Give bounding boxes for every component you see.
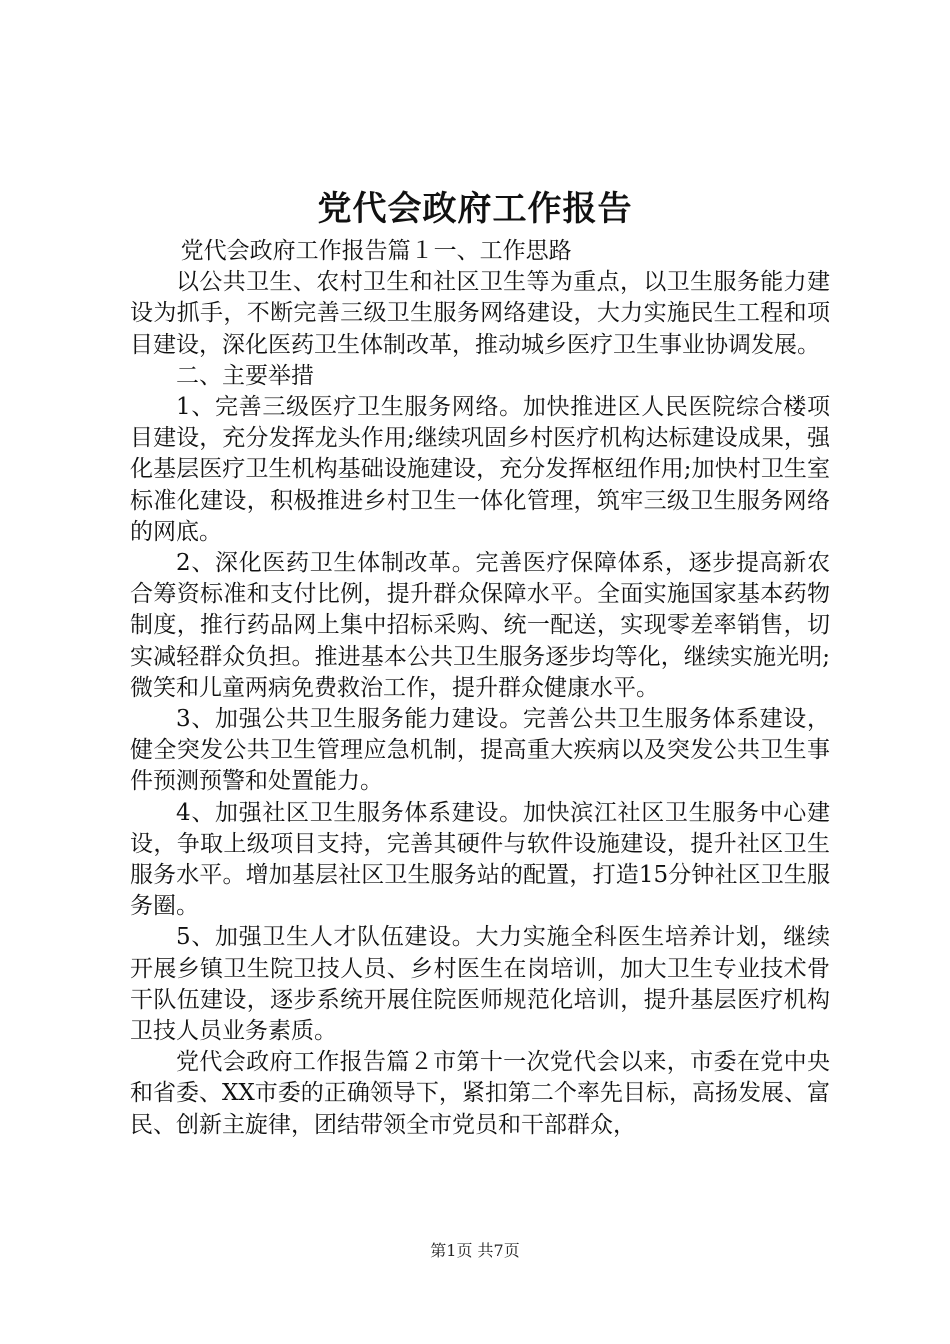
paragraph-section-heading-1: 党代会政府工作报告篇１一、工作思路 — [180, 238, 572, 264]
paragraph-measure-3: 3、加强公共卫生服务能力建设。完善公共卫生服务体系建设，健全突发公共卫生管理应急机制，提高重大疾病以及突发公共卫生事件预测预警和处置能力。 — [130, 706, 830, 795]
paragraph-report-2-intro: 党代会政府工作报告篇２市第十一次党代会以来，市委在党中央和省委、XX市委的正确领导下，紧扣第二个率先目标，高扬发展、富民、创新主旋律，团结带领全市党员和干部群众， — [130, 1049, 830, 1138]
paragraph-work-approach: 以公共卫生、农村卫生和社区卫生等为重点，以卫生服务能力建设为抓手，不断完善三级卫生服务网络建设，大力实施民生工程和项目建设，深化医药卫生体制改革，推动城乡医疗卫生事业协调发展。 — [130, 269, 830, 358]
document-title: 党代会政府工作报告 — [317, 189, 633, 229]
paragraph-section-heading-2: 二、主要举措 — [176, 362, 314, 389]
document-body — [130, 236, 830, 1141]
paragraph-measure-1: 1、完善三级医疗卫生服务网络。加快推进区人民医院综合楼项目建设，充分发挥龙头作用;继续巩固乡村医疗机构达标建设成果，强化基层医疗卫生机构基础设施建设，充分发挥枢纽作用;加快村卫生室标准化建设，积极推进乡村卫生一体化管理，筑牢三级卫生服务网络的网底。 — [130, 394, 830, 545]
page-number: 第1页 共7页 — [430, 1241, 520, 1260]
paragraph-measure-5: 5、加强卫生人才队伍建设。大力实施全科医生培养计划，继续开展乡镇卫生院卫技人员、乡村医生在岗培训，加大卫生专业技术骨干队伍建设，逐步系统开展住院医师规范化培训，提升基层医疗机构卫技人员业务素质。 — [130, 924, 830, 1045]
paragraph-measure-4: 4、加强社区卫生服务体系建设。加快滨江社区卫生服务中心建设，争取上级项目支持，完善其硬件与软件设施建设，提升社区卫生服务水平。增加基层社区卫生服务站的配置，打造15分钟社区卫生服务圈。 — [130, 799, 830, 920]
paragraph-measure-2: 2、深化医药卫生体制改革。完善医疗保障体系，逐步提高新农合筹资标准和支付比例，提升群众保障水平。全面实施国家基本药物制度，推行药品网上集中招标采购、统一配送，实现零差率销售，切实减轻群众负担。推进基本公共卫生服务逐步均等化，继续实施光明;微笑和儿童两病免费救治工作，提升群众健康水平。 — [130, 550, 830, 701]
